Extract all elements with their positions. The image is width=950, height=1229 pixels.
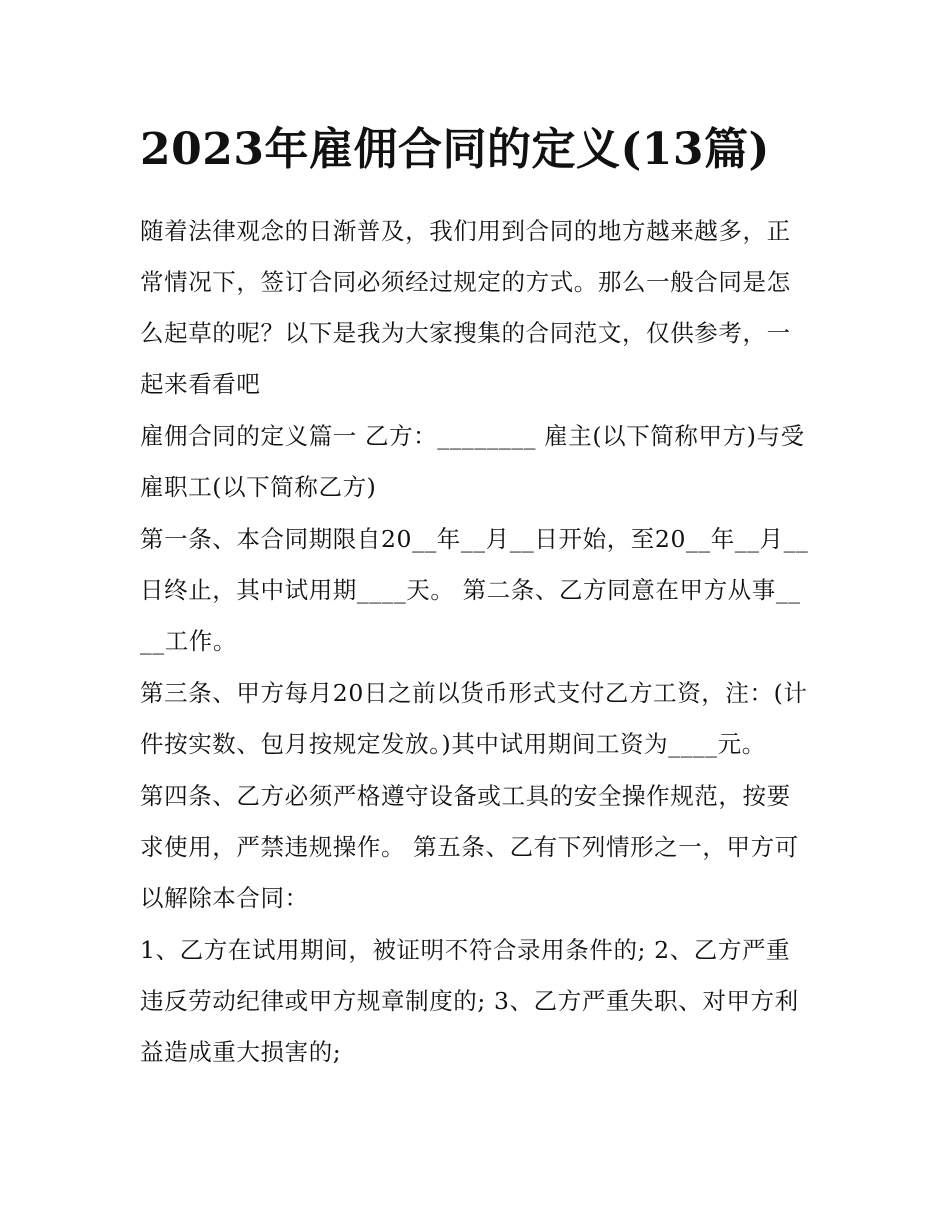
contract-parties-paragraph: 雇佣合同的定义篇一 乙方：________ 雇主(以下简称甲方)与受雇职工(以下简称乙方) [140,422,805,501]
document-title: 2023年雇佣合同的定义(13篇) [140,124,770,175]
article-4-5-paragraph: 第四条、乙方必须严格遵守设备或工具的安全操作规范，按要求使用，严禁违规操作。 第五条、乙有下列情形之一，甲方可以解除本合同： [140,782,799,912]
intro-paragraph: 随着法律观念的日渐普及，我们用到合同的地方越来越多，正常情况下，签订合同必须经过规定的方式。那么一般合同是怎么起草的呢？以下是我为大家搜集的合同范文，仅供参考，一起来看看吧 [140,217,791,398]
article-1-2-paragraph: 第一条、本合同期限自20__年__月__日开始，至20__年__月__日终止，其中试用期____天。 第二条、乙方同意在甲方从事____工作。 [140,525,809,655]
termination-conditions-paragraph: 1、乙方在试用期间，被证明不符合录用条件的; 2、乙方严重违反劳动纪律或甲方规章制度的; 3、乙方严重失职、对甲方利益造成重大损害的; [140,936,799,1066]
article-3-paragraph: 第三条、甲方每月20日之前以货币形式支付乙方工资，注：(计件按实数、包月按规定发放。)其中试用期间工资为____元。 [140,679,808,758]
